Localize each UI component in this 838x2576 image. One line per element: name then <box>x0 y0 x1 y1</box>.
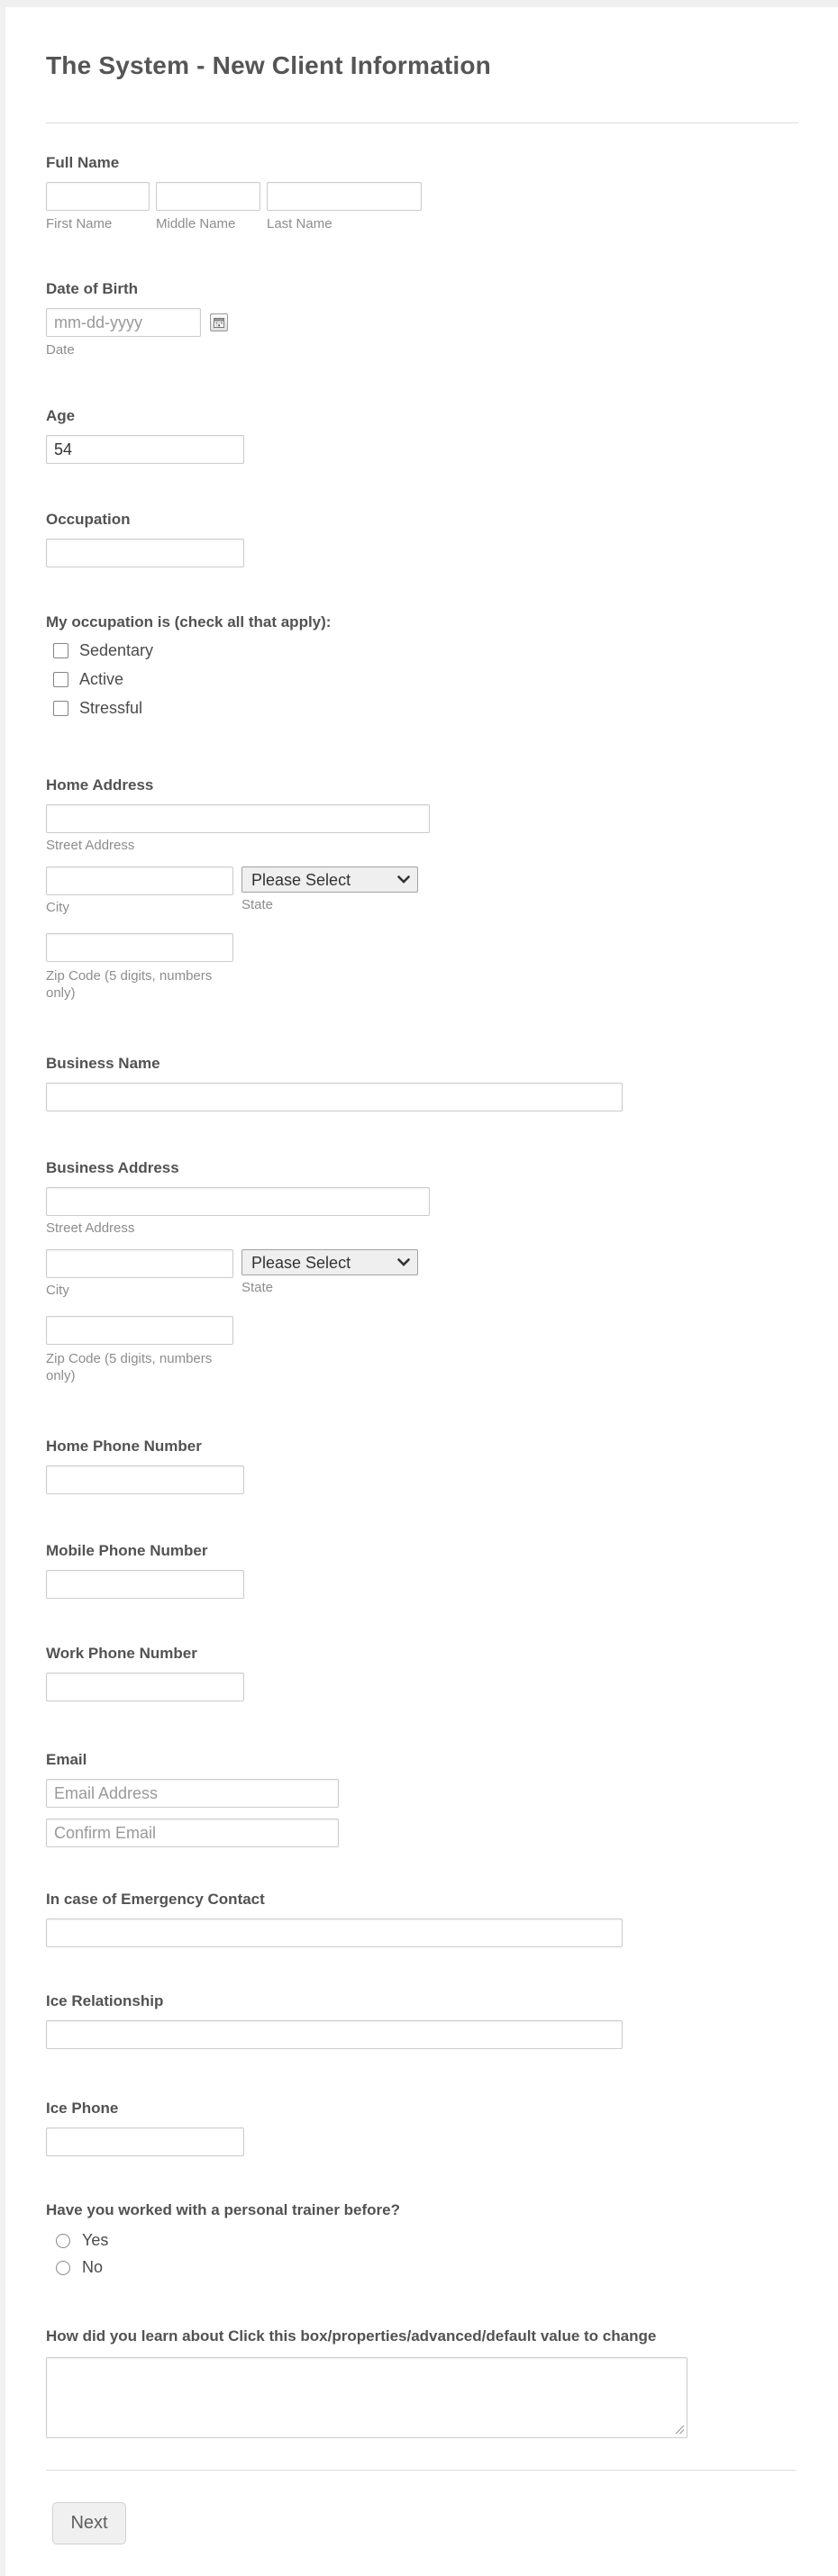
home-zip-wrap <box>46 933 430 1002</box>
work-phone-label: Work Phone Number <box>46 1645 197 1662</box>
business-city-state-row <box>46 1249 430 1298</box>
date-input-row <box>46 308 228 337</box>
question-learn-about <box>46 2328 688 2438</box>
mobile-phone-input[interactable] <box>46 1570 244 1599</box>
business-street-sublabel: Street Address <box>46 1220 135 1236</box>
home-street-input[interactable] <box>46 804 430 833</box>
question-work-phone <box>46 1646 244 1701</box>
active-option-label: Active <box>79 670 124 688</box>
home-city-input[interactable] <box>46 866 233 895</box>
question-home-address <box>46 777 430 1002</box>
first-name-sublabel: First Name <box>46 216 113 231</box>
business-street-input[interactable] <box>46 1187 430 1216</box>
trainer-yes-radio[interactable] <box>56 2234 70 2248</box>
question-full-name <box>46 155 422 231</box>
full-name-label: Full Name <box>46 154 120 171</box>
date-of-birth-label: Date of Birth <box>46 280 138 297</box>
learn-about-textarea-wrap <box>46 2357 688 2438</box>
home-address-label: Home Address <box>46 776 154 794</box>
footer-divider <box>46 2470 796 2471</box>
calendar-picker-button[interactable] <box>210 313 228 331</box>
middle-name-sublabel: Middle Name <box>156 216 236 231</box>
question-ice-phone <box>46 2100 244 2156</box>
emergency-contact-label: In case of Emergency Contact <box>46 1891 265 1908</box>
age-input[interactable] <box>46 435 244 464</box>
home-city-sublabel: City <box>46 900 69 915</box>
age-label: Age <box>46 407 76 424</box>
question-business-name <box>46 1056 623 1111</box>
business-city-sublabel: City <box>46 1283 69 1298</box>
page-edge-top <box>0 0 838 7</box>
date-of-birth-input[interactable] <box>46 308 201 337</box>
ice-phone-label: Ice Phone <box>46 2100 119 2117</box>
question-email <box>46 1752 339 1847</box>
emergency-contact-input[interactable] <box>46 1918 623 1947</box>
question-business-address <box>46 1160 430 1384</box>
last-name-sublabel: Last Name <box>267 216 332 231</box>
question-ice-relationship <box>46 1993 623 2049</box>
first-name-column <box>46 182 150 231</box>
home-zip-sublabel: Zip Code (5 digits, numbers only) <box>46 968 213 1001</box>
radio-option-no[interactable] <box>46 2258 400 2277</box>
next-button[interactable]: Next <box>52 2502 126 2544</box>
ice-relationship-input[interactable] <box>46 2020 623 2049</box>
trainer-no-radio[interactable] <box>56 2261 70 2275</box>
business-name-input[interactable] <box>46 1083 623 1111</box>
full-name-inputs-row <box>46 182 422 231</box>
confirm-email-input[interactable] <box>46 1819 339 1847</box>
personal-trainer-label: Have you worked with a personal trainer before? <box>46 2201 400 2218</box>
question-age <box>46 408 244 464</box>
home-phone-input[interactable] <box>46 1465 244 1494</box>
calendar-icon <box>214 317 224 328</box>
trainer-no-label: No <box>82 2258 104 2276</box>
checkbox-option-sedentary[interactable] <box>46 641 331 660</box>
trainer-yes-label: Yes <box>82 2231 109 2249</box>
work-phone-input[interactable] <box>46 1673 244 1701</box>
last-name-input[interactable] <box>267 182 422 211</box>
question-occupation-type <box>46 614 331 728</box>
ice-relationship-label: Ice Relationship <box>46 1992 164 2009</box>
stressful-checkbox[interactable] <box>53 701 68 716</box>
question-personal-trainer <box>46 2202 400 2285</box>
question-emergency-contact <box>46 1891 623 1947</box>
occupation-type-label: My occupation is (check all that apply): <box>46 613 332 630</box>
checkbox-option-stressful[interactable] <box>46 699 331 718</box>
business-address-label: Business Address <box>46 1159 179 1176</box>
business-name-label: Business Name <box>46 1055 160 1072</box>
business-city-input[interactable] <box>46 1249 233 1278</box>
stressful-option-label: Stressful <box>79 699 143 717</box>
date-sublabel: Date <box>46 342 75 358</box>
occupation-input[interactable] <box>46 539 244 567</box>
checkbox-option-active[interactable] <box>46 670 331 689</box>
email-label: Email <box>46 1751 87 1768</box>
page-edge-left <box>0 0 5 2576</box>
occupation-label: Occupation <box>46 511 131 528</box>
occupation-type-options <box>46 641 331 718</box>
business-state-sublabel: State <box>241 1280 274 1295</box>
mobile-phone-label: Mobile Phone Number <box>46 1542 208 1559</box>
middle-name-column <box>156 182 260 231</box>
question-date-of-birth <box>46 281 228 358</box>
home-state-select[interactable] <box>241 866 418 893</box>
home-state-sublabel: State <box>241 897 274 912</box>
learn-about-label: How did you learn about Click this box/properties/advanced/default value to change <box>46 2327 657 2345</box>
resize-grip-icon[interactable] <box>675 2425 685 2435</box>
business-state-column <box>241 1249 418 1295</box>
home-city-state-row <box>46 866 430 915</box>
home-city-column <box>46 866 233 915</box>
business-zip-sublabel: Zip Code (5 digits, numbers only) <box>46 1351 213 1383</box>
business-state-select[interactable] <box>241 1249 418 1275</box>
sedentary-option-label: Sedentary <box>79 641 154 659</box>
email-address-input[interactable] <box>46 1779 339 1808</box>
question-home-phone <box>46 1438 244 1494</box>
first-name-input[interactable] <box>46 182 150 211</box>
personal-trainer-options <box>46 2231 400 2277</box>
radio-option-yes[interactable] <box>46 2231 400 2250</box>
last-name-column <box>267 182 422 231</box>
sedentary-checkbox[interactable] <box>53 643 68 658</box>
home-phone-label: Home Phone Number <box>46 1438 202 1455</box>
home-state-select-wrap <box>241 866 418 893</box>
form-title: The System - New Client Information <box>46 51 491 79</box>
business-zip-wrap <box>46 1316 430 1384</box>
home-state-column <box>241 866 418 912</box>
business-city-column <box>46 1249 233 1298</box>
ice-phone-input[interactable] <box>46 2127 244 2156</box>
business-state-select-wrap <box>241 1249 418 1275</box>
active-checkbox[interactable] <box>53 672 68 687</box>
question-mobile-phone <box>46 1543 244 1599</box>
middle-name-input[interactable] <box>156 182 260 211</box>
home-zip-input[interactable] <box>46 933 233 962</box>
business-zip-input[interactable] <box>46 1316 233 1345</box>
home-street-sublabel: Street Address <box>46 838 135 853</box>
learn-about-textarea[interactable] <box>46 2357 688 2438</box>
header-divider <box>46 122 798 123</box>
question-occupation <box>46 512 244 567</box>
